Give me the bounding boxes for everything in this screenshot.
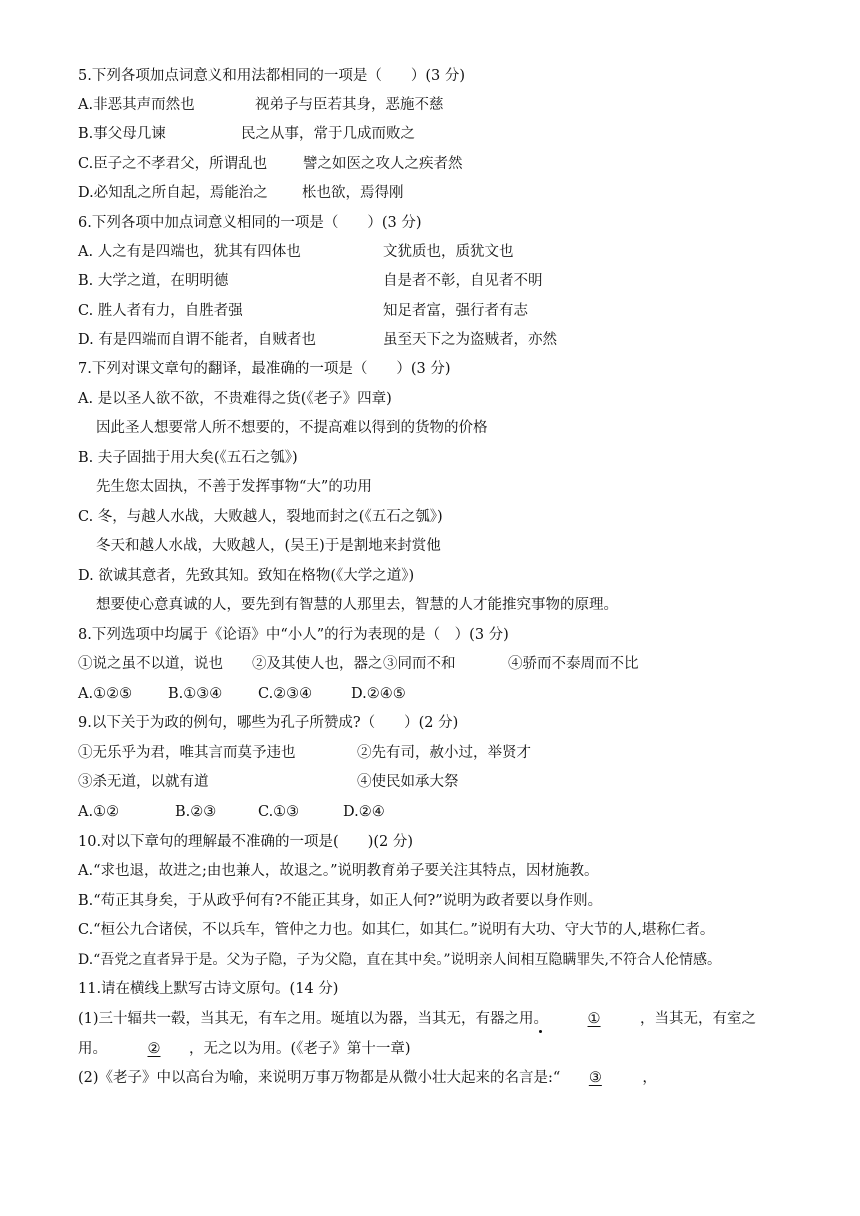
q11-part1-line1 bbox=[78, 1009, 756, 1029]
q5-stem: 5.下列各项加点词意义和用法都相同的一项是（ ）(3 分) bbox=[78, 68, 465, 84]
q7-c-translation: 冬天和越人水战，大败越人，(吴王)于是割地来封赏他 bbox=[96, 538, 441, 554]
q5-b-right: 民之从事，常于几成而败之 bbox=[241, 126, 415, 142]
q10-option-c: C.“桓公九合诸侯，不以兵车，管仲之力也。如其仁，如其仁。”说明有大功、守大节的人,堪称仁者。 bbox=[78, 922, 715, 938]
q11-blank-1[interactable] bbox=[548, 1009, 640, 1029]
q9-option-a: A.①② bbox=[78, 804, 120, 820]
q10-option-d: D.“吾党之直者异于是。父为子隐，子为父隐，直在其中矣。”说明亲人间相互隐瞒罪失,不符合人伦情感。 bbox=[78, 952, 721, 968]
q9-item-1: ①无乐乎为君，唯其言而莫予违也 bbox=[78, 745, 296, 761]
q6-a-right: 文犹质也，质犹文也 bbox=[383, 244, 514, 260]
q6-stem: 6.下列各项中加点词意义相同的一项是（ ）(3 分) bbox=[78, 215, 422, 231]
q8-option-c: C.②③④ bbox=[258, 686, 313, 702]
q6-b-left: B. 大学之道，在明明德 bbox=[78, 273, 229, 289]
q7-b-source: B. 夫子固拙于用大矣(《五石之瓠》) bbox=[78, 450, 298, 466]
q5-d-right: 枨也欲，焉得刚 bbox=[302, 185, 404, 201]
q5-b-left: 事父母几谏 bbox=[93, 126, 166, 142]
q5-option-a bbox=[78, 95, 195, 115]
q9-option-c: C.①③ bbox=[258, 804, 300, 820]
q9-option-d: D.②④ bbox=[343, 804, 385, 820]
q7-a-translation: 因此圣人想要常人所不想要的，不提高难以得到的货物的价格 bbox=[96, 420, 488, 436]
q11-p1-dot: 。 bbox=[533, 1011, 549, 1027]
q8-option-a: A.①②⑤ bbox=[78, 686, 133, 702]
q5-option-d bbox=[78, 183, 268, 203]
q9-item-4: ④使民如承大祭 bbox=[357, 774, 459, 790]
q10-stem: 10.对以下章句的理解最不准确的一项是( )(2 分) bbox=[78, 834, 414, 850]
q8-item-2: ②及其使人也，器之 bbox=[252, 656, 383, 672]
q7-d-translation: 想要使心意真诚的人，要先到有智慧的人那里去，智慧的人才能推究事物的原理。 bbox=[96, 597, 618, 613]
q5-a-right: 视弟子与臣若其身，恶施不慈 bbox=[255, 97, 444, 113]
q11-p1-text-c: 用。 bbox=[78, 1041, 107, 1057]
q9-option-b: B.②③ bbox=[175, 804, 217, 820]
q11-p2-text-b: ， bbox=[642, 1070, 657, 1086]
q11-p2-text-a: (2)《老子》中以高台为喻，来说明万事万物都是从微小壮大起来的名言是:“ bbox=[78, 1070, 561, 1086]
q11-blank-2-label: ② bbox=[147, 1041, 161, 1057]
q11-blank-3[interactable] bbox=[560, 1068, 630, 1088]
q11-part2-line bbox=[78, 1068, 657, 1088]
q8-item-3: ③同而不和 bbox=[383, 656, 456, 672]
q11-p1-text-d: ，无之以为用。(《老子》第十一章) bbox=[189, 1041, 411, 1057]
q8-option-b: B.①③④ bbox=[168, 686, 223, 702]
q7-b-translation: 先生您太固执，不善于发挥事物“大”的功用 bbox=[96, 479, 372, 495]
q7-a-source: A. 是以圣人欲不欲，不贵难得之货(《老子》四章) bbox=[78, 391, 392, 407]
q5-option-c bbox=[78, 154, 267, 174]
q5-option-b bbox=[78, 124, 166, 144]
q9-stem: 9.以下关于为政的例句，哪些为孔子所赞成?（ ）(2 分) bbox=[78, 715, 459, 731]
q6-b-right: 自是者不彰，自见者不明 bbox=[383, 273, 543, 289]
q7-c-source: C. 冬，与越人水战，大败越人，裂地而封之(《五石之瓠》) bbox=[78, 509, 443, 525]
q5-d-label: D. bbox=[78, 185, 94, 201]
q8-item-4: ④骄而不泰周而不比 bbox=[508, 656, 639, 672]
q5-c-left: 臣子之不孝君父，所谓乱也 bbox=[93, 156, 268, 172]
q5-c-right: 譬之如医之攻人之疾者然 bbox=[303, 156, 463, 172]
q11-p1-text-b: ，当其无，有室之 bbox=[640, 1011, 757, 1027]
q8-item-1: ①说之虽不以道，说也 bbox=[78, 656, 223, 672]
q5-c-label: C. bbox=[78, 156, 94, 172]
q6-d-right: 虽至天下之为盗贼者，亦然 bbox=[383, 332, 557, 348]
q6-d-left: D. 有是四端而自谓不能者，自贼者也 bbox=[78, 332, 316, 348]
q5-d-left: 必知乱之所自起，焉能治之 bbox=[93, 185, 268, 201]
q10-option-b: B.“苟正其身矣，于从政乎何有?不能正其身，如正人何?”说明为政者要以身作则。 bbox=[78, 893, 603, 909]
q9-item-2: ②先有司，赦小过，举贤才 bbox=[357, 745, 531, 761]
q9-item-3: ③杀无道，以就有道 bbox=[78, 774, 209, 790]
q8-stem: 8.下列选项中均属于《论语》中“小人”的行为表现的是（ ）(3 分) bbox=[78, 627, 509, 643]
q11-stem: 11.请在横线上默写古诗文原句。(14 分) bbox=[78, 981, 339, 997]
q10-option-a: A.“求也退，故进之;由也兼人，故退之。”说明教育弟子要关注其特点，因材施教。 bbox=[78, 863, 599, 879]
q11-blank-3-label: ③ bbox=[588, 1070, 602, 1086]
q7-stem: 7.下列对课文章句的翻译，最准确的一项是（ ）(3 分) bbox=[78, 361, 451, 377]
q7-d-source: D. 欲诚其意者，先致其知。致知在格物(《大学之道》) bbox=[78, 568, 415, 584]
q6-a-left: A. 人之有是四端也，犹其有四体也 bbox=[78, 244, 301, 260]
q5-b-label: B. bbox=[78, 126, 94, 142]
q8-option-d: D.②④⑤ bbox=[351, 686, 406, 702]
q11-blank-1-label: ① bbox=[587, 1011, 601, 1027]
q11-blank-2[interactable] bbox=[119, 1039, 189, 1059]
q5-a-label: A. bbox=[78, 97, 94, 113]
q6-c-left: C. 胜人者有力，自胜者强 bbox=[78, 303, 243, 319]
q5-a-left: 非恶其声而然也 bbox=[93, 97, 195, 113]
q6-c-right: 知足者富，强行者有志 bbox=[383, 303, 528, 319]
q11-part1-line2 bbox=[78, 1039, 411, 1059]
q11-p1-text-a: (1)三十辐共一毂，当其无，有车之用。埏埴以为器，当其无，有器之用 bbox=[78, 1011, 534, 1027]
